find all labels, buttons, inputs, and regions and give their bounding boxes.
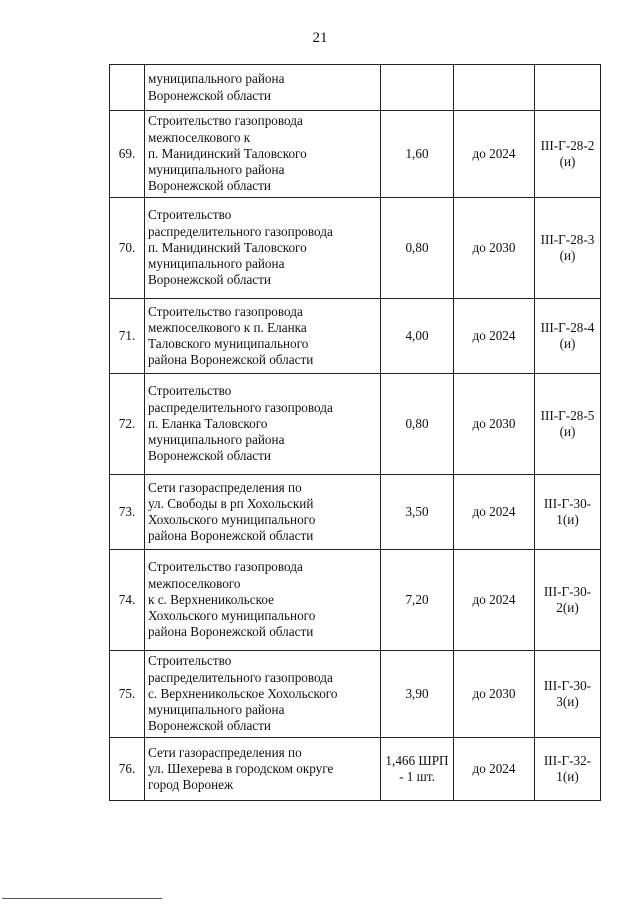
- row-number: 70.: [110, 198, 145, 299]
- deadline: до 2024: [454, 111, 535, 198]
- row-number: 72.: [110, 374, 145, 475]
- project-name: [145, 65, 381, 111]
- project-name-line: Строительство газопровода: [148, 559, 303, 575]
- deadline: до 2030: [454, 651, 535, 738]
- pipeline-length: 3,50: [381, 475, 454, 550]
- project-name-line: Хохольского муниципального: [148, 512, 316, 527]
- project-code: III-Г-30-1(и): [535, 475, 601, 550]
- project-name-line: межпоселкового к: [148, 129, 251, 145]
- project-name-line: Воронежской области: [148, 448, 271, 464]
- project-code: [535, 65, 601, 111]
- table-row: [110, 475, 601, 550]
- deadline: до 2030: [454, 198, 535, 299]
- project-code: III-Г-28-3 (и): [535, 198, 601, 299]
- project-name-line: Строительство: [148, 207, 232, 223]
- deadline: до 2024: [454, 475, 535, 550]
- project-code: III-Г-28-5 (и): [535, 374, 601, 475]
- project-code: III-Г-32-1(и): [535, 738, 601, 801]
- page-number: 21: [312, 30, 328, 46]
- table-row: [110, 550, 601, 651]
- project-name-line: ул. Шехерева в городском округе: [148, 760, 334, 776]
- gas-pipeline-projects-table: [109, 64, 601, 801]
- project-name-line: п. Манидинский Таловского: [148, 145, 307, 161]
- row-number: 75.: [110, 651, 145, 738]
- footnote-divider: [2, 898, 162, 899]
- project-name: [145, 299, 381, 374]
- row-number: 69.: [110, 111, 145, 198]
- project-name-line: к с. Верхненикольское: [148, 591, 274, 607]
- project-name-line: муниципального района: [148, 432, 285, 448]
- table-row: [110, 111, 601, 198]
- project-name: [145, 374, 381, 475]
- row-number: 71.: [110, 299, 145, 374]
- project-name-line: муниципального района: [148, 702, 285, 718]
- row-number: 73.: [110, 475, 145, 550]
- table-body: [110, 65, 601, 801]
- project-code: III-Г-28-2 (и): [535, 111, 601, 198]
- deadline: до 2024: [454, 299, 535, 374]
- pipeline-length: 1,60: [381, 111, 454, 198]
- project-code: III-Г-30-3(и): [535, 651, 601, 738]
- project-name-line: Строительство: [148, 653, 232, 669]
- deadline: до 2030: [454, 374, 535, 475]
- project-name-line: района Воронежской области: [148, 352, 314, 368]
- row-number: 76.: [110, 738, 145, 801]
- project-name: [145, 738, 381, 801]
- project-name-line: района Воронежской области: [148, 528, 314, 544]
- project-name-line: распределительного газопровода: [148, 669, 333, 685]
- table-row: [110, 299, 601, 374]
- project-name-line: межпоселкового: [148, 575, 241, 591]
- project-code: III-Г-30-2(и): [535, 550, 601, 651]
- pipeline-length: [381, 65, 454, 111]
- project-name: [145, 111, 381, 198]
- project-name-line: Таловского муниципального: [148, 336, 309, 351]
- pipeline-length: 7,20: [381, 550, 454, 651]
- table-row: [110, 374, 601, 475]
- project-name-line: п. Еланка Таловского: [148, 415, 268, 431]
- row-number: 74.: [110, 550, 145, 651]
- project-name-line: муниципального района: [148, 256, 285, 272]
- table-row: [110, 651, 601, 738]
- pipeline-length: 3,90: [381, 651, 454, 738]
- deadline: до 2024: [454, 550, 535, 651]
- project-name-line: Строительство газопровода: [148, 113, 303, 129]
- project-name: [145, 651, 381, 738]
- project-name-line: межпоселкового к п. Еланка: [148, 319, 307, 335]
- project-name-line: Воронежской области: [148, 718, 271, 734]
- table-row: [110, 198, 601, 299]
- pipeline-length: 4,00: [381, 299, 454, 374]
- project-name-line: муниципального района: [148, 71, 285, 87]
- project-name-line: Воронежской области: [148, 87, 271, 103]
- project-name-line: с. Верхненикольское Хохольского: [148, 685, 338, 701]
- row-number: [110, 65, 145, 111]
- project-name-line: района Воронежской области: [148, 624, 314, 640]
- project-name-line: Воронежской области: [148, 178, 271, 194]
- project-name-line: распределительного газопровода: [148, 223, 333, 239]
- project-name-line: Сети газораспределения по: [148, 479, 302, 495]
- project-code: III-Г-28-4 (и): [535, 299, 601, 374]
- project-name-line: Воронежской области: [148, 272, 271, 288]
- project-name-line: муниципального района: [148, 162, 285, 178]
- pipeline-length: 1,466 ШРП - 1 шт.: [381, 738, 454, 801]
- table-row: [110, 738, 601, 801]
- project-name-line: распределительного газопровода: [148, 399, 333, 415]
- table-row: [110, 65, 601, 111]
- project-name-line: ул. Свободы в рп Хохольский: [148, 495, 314, 511]
- project-name-line: город Воронеж: [148, 777, 234, 793]
- project-name-line: Строительство: [148, 383, 232, 399]
- project-name: [145, 475, 381, 550]
- project-name-line: Хохольского муниципального: [148, 608, 316, 624]
- deadline: [454, 65, 535, 111]
- project-name-line: п. Манидинский Таловского: [148, 239, 307, 255]
- pipeline-length: 0,80: [381, 198, 454, 299]
- project-name-line: Сети газораспределения по: [148, 744, 302, 760]
- pipeline-length: 0,80: [381, 374, 454, 475]
- project-name-line: Строительство газопровода: [148, 303, 303, 319]
- deadline: до 2024: [454, 738, 535, 801]
- project-name: [145, 198, 381, 299]
- project-name: [145, 550, 381, 651]
